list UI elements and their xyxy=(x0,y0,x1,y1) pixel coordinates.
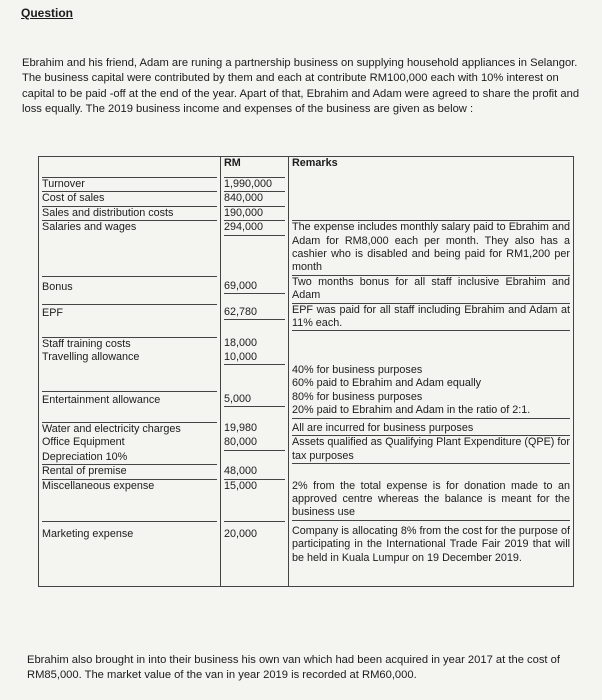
table-row xyxy=(39,177,574,191)
row-amount: 15,000 xyxy=(224,479,258,492)
row-item: EPF xyxy=(42,304,217,337)
income-expense-table xyxy=(38,156,574,587)
row-item: Bonus xyxy=(42,276,217,294)
header-amount: RM xyxy=(221,157,289,178)
table-row xyxy=(39,220,574,276)
row-amount: 5,000 xyxy=(224,391,285,407)
table-row xyxy=(39,351,574,391)
row-amount: 69,000 xyxy=(224,276,285,294)
header-item xyxy=(39,157,221,178)
table-row xyxy=(39,391,574,422)
row-remarks: All are incurred for business purposes xyxy=(292,422,570,436)
row-remarks: EPF was paid for all staff including Ebrahim and Adam at 11% each. xyxy=(292,304,570,332)
row-amount: 20,000 xyxy=(224,521,285,541)
header-remarks: Remarks xyxy=(289,157,574,178)
row-item: Depreciation 10% xyxy=(42,451,217,465)
closing-paragraph: Ebrahim also brought in into their business his own van which had been acquired in year 2017 at the cost of RM85,000. The market value of the van in year 2019 is recorded at RM60,000. xyxy=(27,654,560,682)
row-remarks: The expense includes monthly salary paid to Ebrahim and Adam for RM8,000 each per month. They also has a cashier who is disabled and being paid for RM1,200 per month xyxy=(292,220,570,276)
row-amount: 19,980 xyxy=(224,421,258,434)
row-amount: 294,000 xyxy=(224,220,285,235)
table-row xyxy=(39,304,574,337)
row-amount: 62,780 xyxy=(224,304,285,320)
row-item: Rental of premise xyxy=(42,465,217,479)
row-remarks: 80% for business purposes 20% paid to Ebrahim and Adam in the ratio of 2:1. xyxy=(292,391,570,419)
intro-paragraph: Ebrahim and his friend, Adam are runing a partnership business on supplying household appliances in Selangor. The business capital were contributed by them and each at contribute RM100,000 each with 10% interest on capital to be paid -off at the end of the year. Apart of that, Ebrahim and Adam were agreed to share the profit and loss equally. The 2019 business income and expenses of the business are given as below : xyxy=(22,57,580,116)
table-row xyxy=(39,276,574,304)
row-remarks: Company is allocating 8% from the cost for the purpose of participating in the International Trade Fair 2019 that will be held in Kuala Lumpur on 19 December 2019. xyxy=(292,524,570,564)
row-item: Salaries and wages xyxy=(42,220,217,234)
row-amount: 80,000 xyxy=(224,436,285,450)
row-remarks xyxy=(289,206,574,220)
row-item: Staff training costs xyxy=(42,337,217,351)
row-item: Cost of sales xyxy=(42,191,217,205)
table-row xyxy=(39,337,574,351)
row-remarks: 40% for business purposes 60% paid to Ebrahim and Adam equally xyxy=(292,364,482,390)
row-item: Office Equipment xyxy=(42,436,125,449)
table-row xyxy=(39,465,574,479)
row-item: Sales and distribution costs xyxy=(42,206,217,220)
row-amount: 18,000 xyxy=(224,336,258,349)
row-item: Marketing expense xyxy=(42,521,217,586)
row-item: Travelling allowance xyxy=(42,351,140,364)
row-item: Water and electricity charges xyxy=(42,422,217,436)
row-item: Entertainment allowance xyxy=(42,391,217,422)
row-remarks: Assets qualified as Qualifying Plant Expenditure (QPE) for tax purposes xyxy=(292,436,570,464)
row-remarks: 2% from the total expense is for donation made to an approved centre whereas the balance is meant for the business use xyxy=(292,480,570,521)
question-heading: Question xyxy=(21,6,74,20)
row-amount: 840,000 xyxy=(224,191,285,205)
row-remarks xyxy=(289,465,574,479)
table-row xyxy=(39,206,574,220)
row-amount: 10,000 xyxy=(224,351,285,365)
row-remarks xyxy=(289,191,574,205)
table-row xyxy=(39,422,574,436)
row-remarks xyxy=(289,177,574,191)
table-row xyxy=(39,480,574,521)
row-item: Turnover xyxy=(42,177,217,191)
row-remarks: Two months bonus for all staff inclusive Ebrahim and Adam xyxy=(292,276,570,304)
table-row xyxy=(39,191,574,205)
table-header-row xyxy=(39,157,574,178)
row-amount: 190,000 xyxy=(224,206,285,220)
row-remarks xyxy=(289,337,574,351)
row-amount: 1,990,000 xyxy=(224,177,285,191)
table-row xyxy=(39,521,574,587)
row-item: Miscellaneous expense xyxy=(42,479,155,492)
row-amount: 48,000 xyxy=(224,465,285,479)
table-row xyxy=(39,436,574,450)
